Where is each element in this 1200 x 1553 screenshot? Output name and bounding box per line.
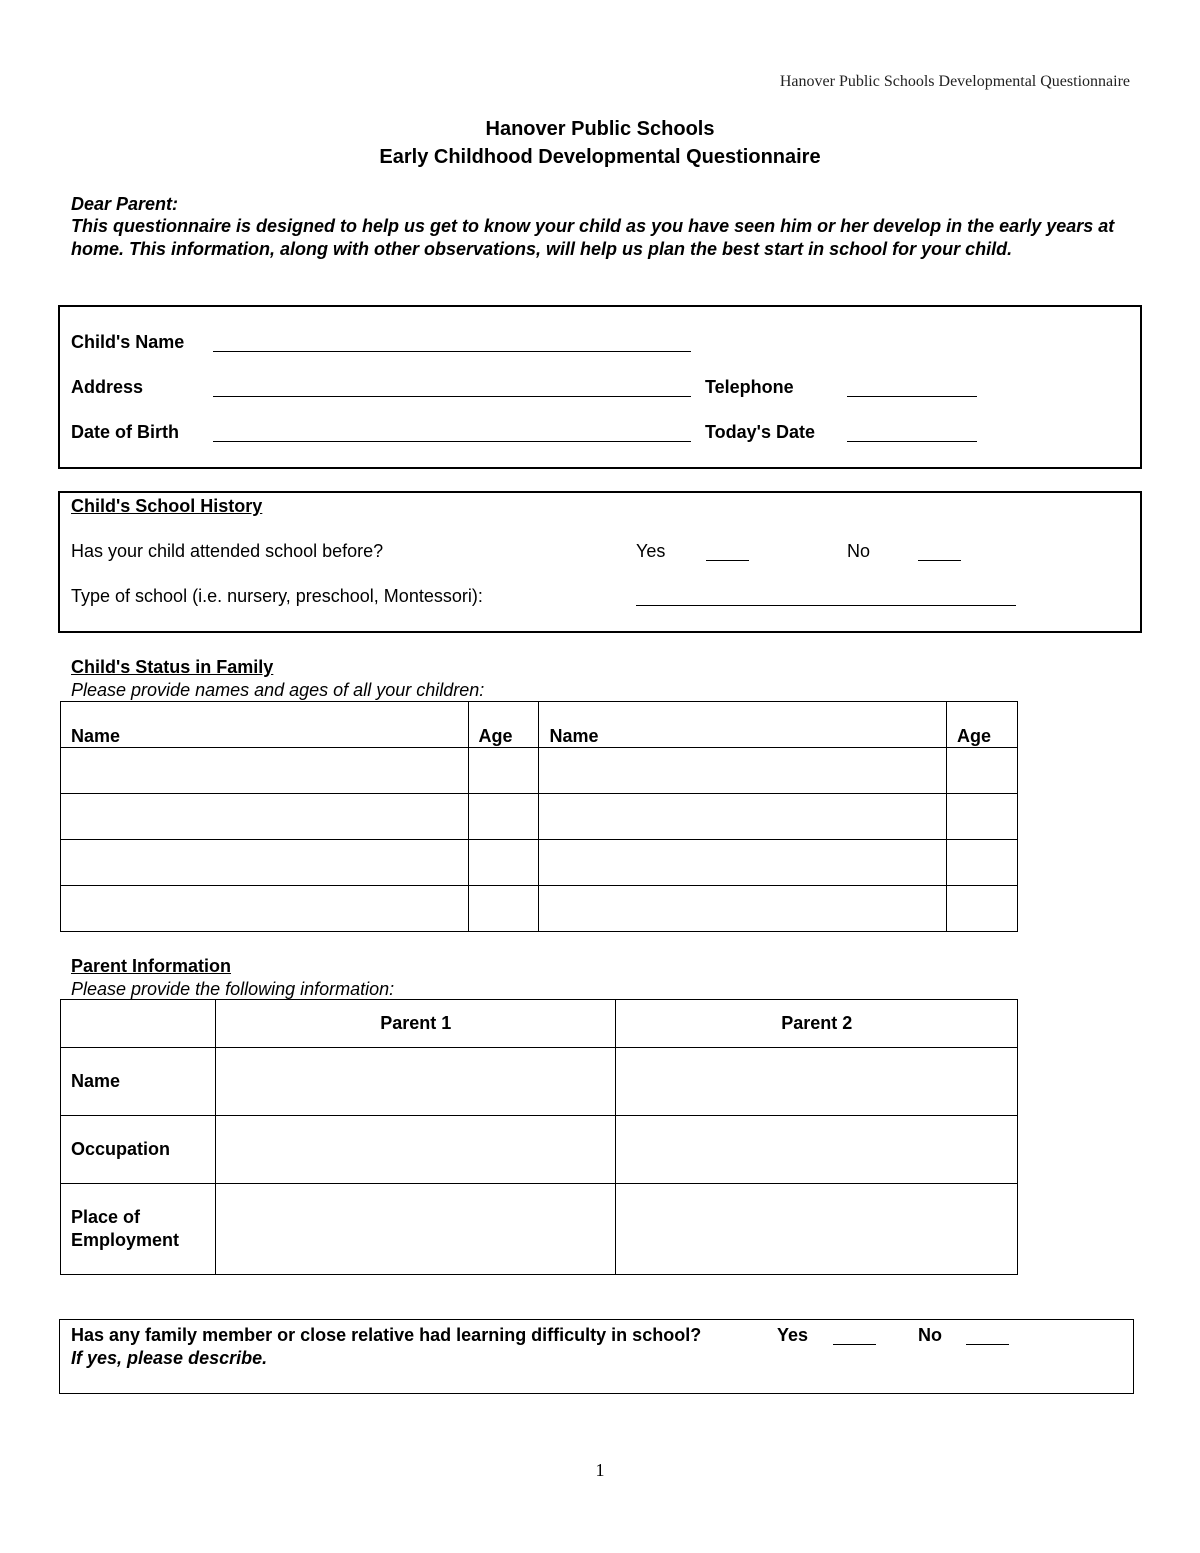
header-name-2: Name — [539, 702, 947, 748]
child-name-cell[interactable] — [539, 886, 947, 932]
page-number: 1 — [595, 1460, 605, 1480]
parent-row-label: Name — [61, 1048, 216, 1116]
learning-yes-label: Yes — [777, 1325, 809, 1345]
child-age-cell[interactable] — [468, 840, 539, 886]
learning-no-field[interactable] — [966, 1344, 1009, 1345]
child-name-cell[interactable] — [539, 794, 947, 840]
child-name-cell[interactable] — [61, 886, 469, 932]
child-age-cell[interactable] — [468, 748, 539, 794]
child-name-cell[interactable] — [61, 840, 469, 886]
learning-difficulty-question: Has any family member or close relative had learning difficulty in school? — [71, 1325, 702, 1345]
parent-2-header: Parent 2 — [616, 1000, 1018, 1048]
child-age-cell[interactable] — [947, 840, 1018, 886]
today-date-label: Today's Date — [705, 422, 815, 442]
child-age-cell[interactable] — [947, 794, 1018, 840]
table-row — [61, 748, 1018, 794]
learning-no-label: No — [918, 1325, 942, 1345]
learning-followup: If yes, please describe. — [71, 1348, 268, 1368]
attended-no-label: No — [847, 541, 871, 561]
attended-yes-field[interactable] — [706, 560, 749, 561]
family-status-title: Child's Status in Family — [71, 657, 274, 677]
attended-yes-label: Yes — [636, 541, 666, 561]
attended-question: Has your child attended school before? — [71, 541, 384, 561]
intro-body: This questionnaire is designed to help us get to know your child as you have seen him or her develop in the early years at home. This information, along with other observations, will help us plan the best start in school for your child. — [71, 216, 1115, 259]
child-name-cell[interactable] — [539, 840, 947, 886]
table-row — [61, 1184, 1018, 1275]
school-type-field[interactable] — [636, 605, 1016, 606]
family-status-subtitle: Please provide names and ages of all your children: — [71, 680, 485, 700]
parent-header-blank — [61, 1000, 216, 1048]
header-name-1: Name — [61, 702, 469, 748]
children-table — [60, 701, 1018, 932]
child-age-cell[interactable] — [947, 748, 1018, 794]
intro-greeting: Dear Parent: — [71, 194, 179, 214]
today-date-field[interactable] — [847, 441, 977, 442]
table-row — [61, 794, 1018, 840]
parent-table — [60, 999, 1018, 1275]
child-name-field[interactable] — [213, 351, 691, 352]
child-name-label: Child's Name — [71, 332, 185, 352]
attended-no-field[interactable] — [918, 560, 961, 561]
parent-2-employment-cell[interactable] — [616, 1184, 1018, 1275]
child-info-box — [58, 305, 1142, 469]
parent-table-header — [61, 1000, 1018, 1048]
parent-row-label: Occupation — [61, 1116, 216, 1184]
school-history-title: Child's School History — [71, 496, 263, 516]
dob-label: Date of Birth — [71, 422, 179, 442]
parent-1-name-cell[interactable] — [215, 1048, 616, 1116]
table-row — [61, 886, 1018, 932]
school-type-question: Type of school (i.e. nursery, preschool, Montessori): — [71, 586, 483, 606]
parent-1-employment-cell[interactable] — [215, 1184, 616, 1275]
table-row — [61, 840, 1018, 886]
running-header: Hanover Public Schools Developmental Questionnaire — [779, 73, 1130, 90]
telephone-label: Telephone — [705, 377, 794, 397]
parent-2-occupation-cell[interactable] — [616, 1116, 1018, 1184]
page-subtitle: Early Childhood Developmental Questionnaire — [379, 146, 821, 168]
table-row — [61, 1048, 1018, 1116]
child-age-cell[interactable] — [947, 886, 1018, 932]
parent-info-subtitle: Please provide the following information: — [71, 979, 395, 999]
table-row — [61, 1116, 1018, 1184]
parent-info-title: Parent Information — [71, 956, 232, 976]
child-name-cell[interactable] — [61, 794, 469, 840]
parent-1-occupation-cell[interactable] — [215, 1116, 616, 1184]
child-age-cell[interactable] — [468, 794, 539, 840]
child-age-cell[interactable] — [468, 886, 539, 932]
child-name-cell[interactable] — [539, 748, 947, 794]
children-table-header — [61, 702, 1018, 748]
page-title: Hanover Public Schools — [485, 118, 715, 140]
address-label: Address — [71, 377, 144, 397]
learning-yes-field[interactable] — [833, 1344, 876, 1345]
parent-2-name-cell[interactable] — [616, 1048, 1018, 1116]
child-name-cell[interactable] — [61, 748, 469, 794]
telephone-field[interactable] — [847, 396, 977, 397]
address-field[interactable] — [213, 396, 691, 397]
header-age-2: Age — [947, 702, 1018, 748]
parent-row-label: Place of Employment — [61, 1184, 216, 1275]
header-age-1: Age — [468, 702, 539, 748]
dob-field[interactable] — [213, 441, 691, 442]
parent-1-header: Parent 1 — [215, 1000, 616, 1048]
